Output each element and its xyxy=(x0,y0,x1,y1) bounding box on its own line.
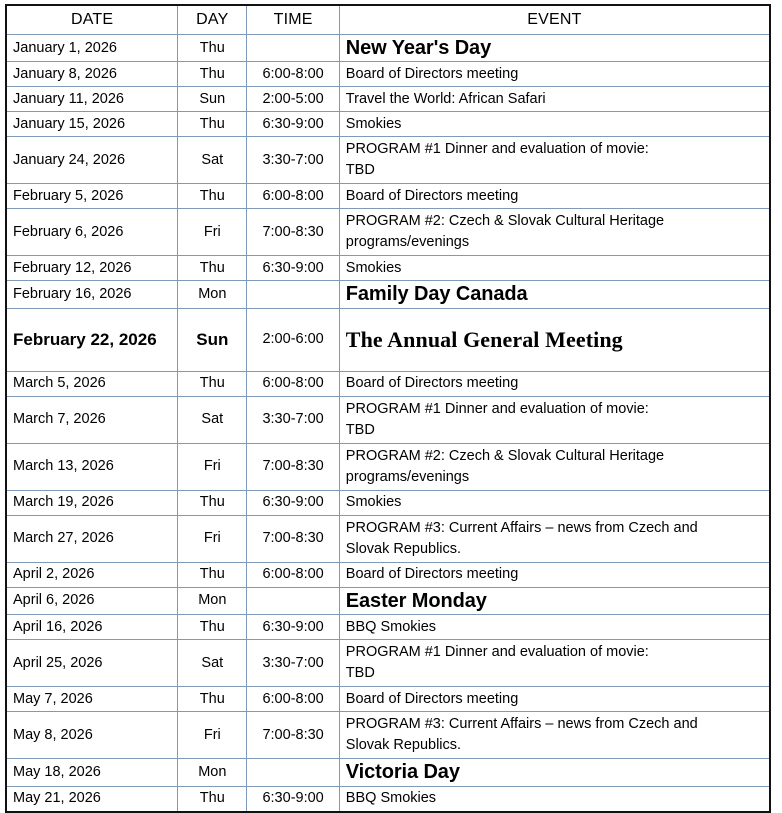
event-schedule-table xyxy=(5,4,771,813)
column-header-event: EVENT xyxy=(339,5,770,35)
event-text-line: PROGRAM #3: Current Affairs – news from Czech and xyxy=(345,716,698,733)
cell-time: 6:30-9:00 xyxy=(247,615,339,640)
event-text-line: Easter Monday xyxy=(345,589,487,612)
cell-day: Mon xyxy=(178,759,247,786)
cell-event xyxy=(339,256,770,281)
cell-date: March 5, 2026 xyxy=(6,371,178,396)
event-text-line: Board of Directors meeting xyxy=(345,375,519,392)
cell-time: 2:00-6:00 xyxy=(247,308,339,371)
cell-time xyxy=(247,587,339,614)
cell-event xyxy=(339,615,770,640)
cell-day: Mon xyxy=(178,281,247,308)
cell-date: April 25, 2026 xyxy=(6,640,178,687)
cell-date: April 2, 2026 xyxy=(6,562,178,587)
event-text-line: New Year's Day xyxy=(345,37,492,59)
cell-event xyxy=(339,87,770,112)
table-row xyxy=(6,515,770,562)
cell-event xyxy=(339,281,770,308)
cell-day: Thu xyxy=(178,615,247,640)
table-row xyxy=(6,137,770,184)
cell-date: January 11, 2026 xyxy=(6,87,178,112)
event-text-line: BBQ Smokies xyxy=(345,790,437,806)
cell-event xyxy=(339,759,770,786)
table-row xyxy=(6,35,770,62)
cell-event xyxy=(339,562,770,587)
table-row xyxy=(6,62,770,87)
cell-event xyxy=(339,35,770,62)
cell-day: Thu xyxy=(178,256,247,281)
cell-event xyxy=(339,443,770,490)
table-row xyxy=(6,443,770,490)
cell-time: 6:30-9:00 xyxy=(247,256,339,281)
cell-event xyxy=(339,515,770,562)
cell-time: 7:00-8:30 xyxy=(247,712,339,759)
cell-date: February 5, 2026 xyxy=(6,184,178,209)
event-text-line: PROGRAM #2: Czech & Slovak Cultural Heritage xyxy=(345,447,665,464)
cell-date: March 19, 2026 xyxy=(6,490,178,515)
table-row xyxy=(6,281,770,308)
event-text-line: PROGRAM #3: Current Affairs – news from Czech and xyxy=(345,519,698,536)
cell-day: Sat xyxy=(178,137,247,184)
cell-day: Thu xyxy=(178,687,247,712)
table-row xyxy=(6,184,770,209)
table-row xyxy=(6,759,770,786)
cell-day: Thu xyxy=(178,184,247,209)
table-row xyxy=(6,786,770,812)
event-text-line: PROGRAM #2: Czech & Slovak Cultural Heritage xyxy=(345,213,665,230)
event-text-line: programs/evenings xyxy=(345,234,470,251)
table-header xyxy=(6,5,770,35)
event-text-line: Board of Directors meeting xyxy=(345,65,519,82)
cell-time: 7:00-8:30 xyxy=(247,209,339,256)
cell-day: Thu xyxy=(178,35,247,62)
cell-time: 3:30-7:00 xyxy=(247,396,339,443)
cell-event xyxy=(339,587,770,614)
table-row xyxy=(6,396,770,443)
cell-date: May 21, 2026 xyxy=(6,786,178,812)
cell-day: Thu xyxy=(178,371,247,396)
cell-time: 3:30-7:00 xyxy=(247,137,339,184)
cell-date: April 16, 2026 xyxy=(6,615,178,640)
event-text-line: TBD xyxy=(345,162,375,179)
cell-time: 2:00-5:00 xyxy=(247,87,339,112)
cell-date: March 13, 2026 xyxy=(6,443,178,490)
event-text-line: The Annual General Meeting xyxy=(345,327,623,353)
column-header-time: TIME xyxy=(247,5,339,35)
cell-day: Thu xyxy=(178,562,247,587)
event-text-line: Smokies xyxy=(345,494,402,511)
event-text-line: Board of Directors meeting xyxy=(345,187,519,204)
event-text-line: BBQ Smokies xyxy=(345,618,437,635)
cell-time: 6:00-8:00 xyxy=(247,62,339,87)
cell-event xyxy=(339,786,770,812)
event-text-line: programs/evenings xyxy=(345,468,470,485)
table-row xyxy=(6,640,770,687)
cell-date: January 8, 2026 xyxy=(6,62,178,87)
cell-day: Thu xyxy=(178,490,247,515)
cell-event xyxy=(339,308,770,371)
cell-event xyxy=(339,137,770,184)
table-row xyxy=(6,490,770,515)
cell-day: Fri xyxy=(178,515,247,562)
cell-date: March 7, 2026 xyxy=(6,396,178,443)
cell-date: February 6, 2026 xyxy=(6,209,178,256)
cell-day: Mon xyxy=(178,587,247,614)
cell-date: January 1, 2026 xyxy=(6,35,178,62)
cell-time: 6:00-8:00 xyxy=(247,562,339,587)
cell-time xyxy=(247,759,339,786)
column-header-day: DAY xyxy=(178,5,247,35)
cell-time: 3:30-7:00 xyxy=(247,640,339,687)
cell-time: 7:00-8:30 xyxy=(247,515,339,562)
cell-day: Fri xyxy=(178,712,247,759)
table-row xyxy=(6,112,770,137)
event-text-line: PROGRAM #1 Dinner and evaluation of movie: xyxy=(345,644,649,661)
table-row xyxy=(6,209,770,256)
cell-event xyxy=(339,687,770,712)
cell-time xyxy=(247,281,339,308)
cell-day: Thu xyxy=(178,62,247,87)
cell-event xyxy=(339,490,770,515)
table-row xyxy=(6,687,770,712)
cell-date: April 6, 2026 xyxy=(6,587,178,614)
cell-event xyxy=(339,371,770,396)
cell-day: Sat xyxy=(178,396,247,443)
cell-date: January 24, 2026 xyxy=(6,137,178,184)
table-row xyxy=(6,587,770,614)
event-text-line: Slovak Republics. xyxy=(345,737,462,754)
event-text-line: PROGRAM #1 Dinner and evaluation of movie: xyxy=(345,400,649,417)
event-text-line: Family Day Canada xyxy=(345,283,528,306)
cell-day: Sun xyxy=(178,87,247,112)
event-text-line: PROGRAM #1 Dinner and evaluation of movie: xyxy=(345,141,649,158)
cell-day: Thu xyxy=(178,112,247,137)
cell-date: February 22, 2026 xyxy=(6,308,178,371)
column-header-date: DATE xyxy=(6,5,178,35)
cell-day: Fri xyxy=(178,443,247,490)
cell-event xyxy=(339,209,770,256)
cell-event xyxy=(339,640,770,687)
event-text-line: TBD xyxy=(345,665,375,682)
table-row xyxy=(6,562,770,587)
table-header-row xyxy=(6,5,770,35)
cell-event xyxy=(339,112,770,137)
table-row xyxy=(6,615,770,640)
cell-time: 6:00-8:00 xyxy=(247,184,339,209)
event-text-line: Smokies xyxy=(345,259,402,276)
cell-time: 6:00-8:00 xyxy=(247,687,339,712)
cell-event xyxy=(339,396,770,443)
event-text-line: Board of Directors meeting xyxy=(345,690,519,707)
cell-date: May 8, 2026 xyxy=(6,712,178,759)
table-row xyxy=(6,308,770,371)
event-text-line: Slovak Republics. xyxy=(345,540,462,557)
event-text-line: TBD xyxy=(345,421,375,438)
cell-time: 6:00-8:00 xyxy=(247,371,339,396)
event-text-line: Travel the World: African Safari xyxy=(345,90,546,107)
table-body xyxy=(6,35,770,812)
table-row xyxy=(6,371,770,396)
table-row xyxy=(6,87,770,112)
table-row xyxy=(6,256,770,281)
cell-date: February 16, 2026 xyxy=(6,281,178,308)
cell-day: Sat xyxy=(178,640,247,687)
cell-date: February 12, 2026 xyxy=(6,256,178,281)
event-text-line: Victoria Day xyxy=(345,761,460,784)
event-text-line: Board of Directors meeting xyxy=(345,566,519,583)
cell-date: March 27, 2026 xyxy=(6,515,178,562)
cell-date: May 18, 2026 xyxy=(6,759,178,786)
cell-date: May 7, 2026 xyxy=(6,687,178,712)
cell-time: 7:00-8:30 xyxy=(247,443,339,490)
cell-date: January 15, 2026 xyxy=(6,112,178,137)
cell-event xyxy=(339,184,770,209)
cell-event xyxy=(339,712,770,759)
event-text-line: Smokies xyxy=(345,115,402,132)
cell-day: Thu xyxy=(178,786,247,812)
cell-time: 6:30-9:00 xyxy=(247,112,339,137)
cell-event xyxy=(339,62,770,87)
cell-time: 6:30-9:00 xyxy=(247,490,339,515)
table-row xyxy=(6,712,770,759)
cell-time xyxy=(247,35,339,62)
cell-day: Fri xyxy=(178,209,247,256)
cell-day: Sun xyxy=(178,308,247,371)
cell-time: 6:30-9:00 xyxy=(247,786,339,812)
